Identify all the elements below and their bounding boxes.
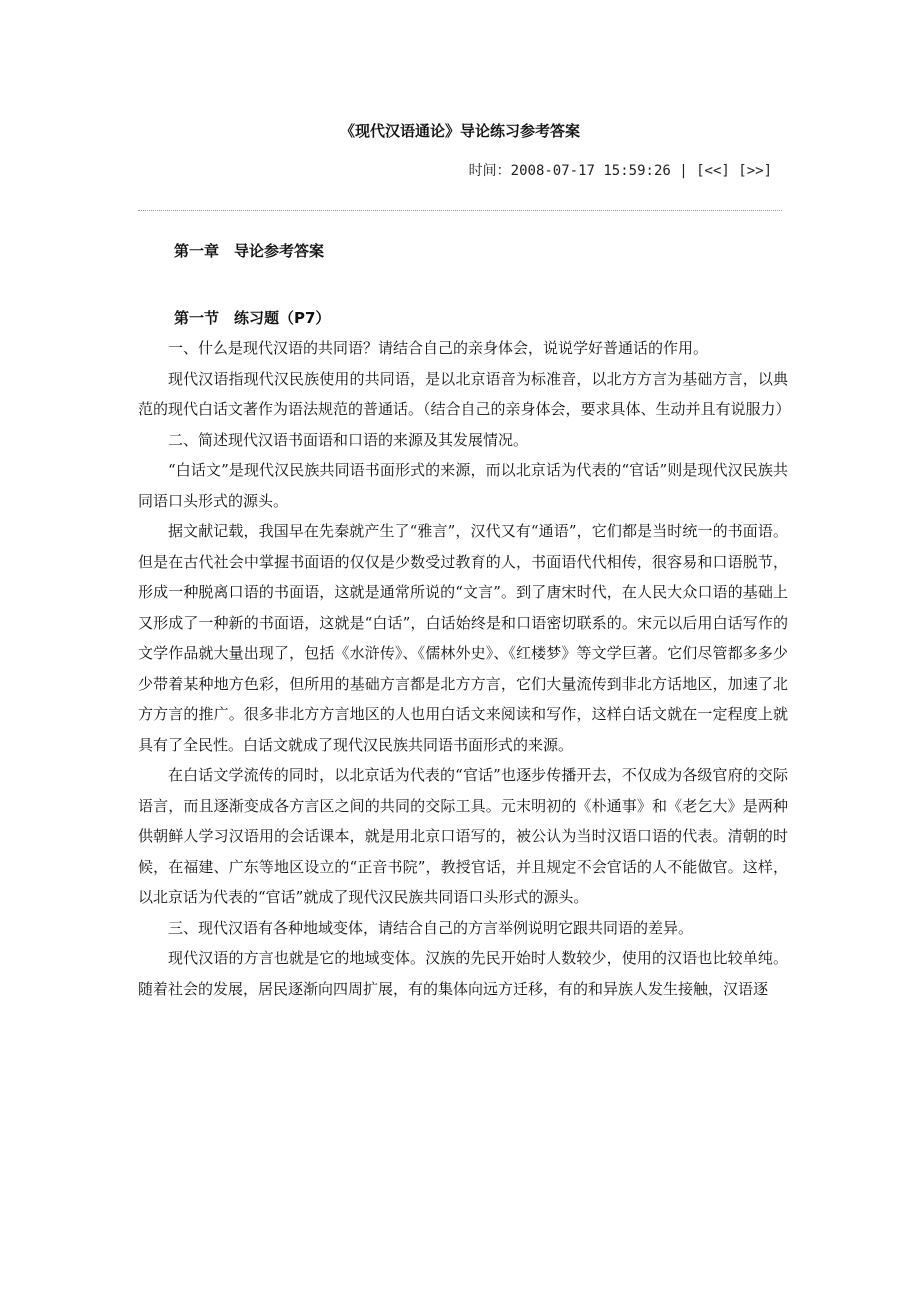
time-label: 时间： [468, 163, 511, 179]
answer-paragraph: 现代汉语的方言也就是它的地域变体。汉族的先民开始时人数较少，使用的汉语也比较单纯。随着社会的发展，居民逐渐向四周扩展，有的集体向远方迁移，有的和异族人发生接触，汉语逐 [138, 949, 788, 998]
question-2: 二、简述现代汉语书面语和口语的来源及其发展情况。 [168, 430, 529, 449]
question-3: 三、现代汉语有各种地域变体，请结合自己的方言举例说明它跟共同语的差异。 [168, 918, 694, 937]
prev-article-link[interactable]: [<<] [696, 163, 730, 179]
chapter-heading: 第一章 导论参考答案 [174, 242, 325, 260]
page-title: 《现代汉语通论》导论练习参考答案 [339, 122, 580, 140]
divider [138, 210, 782, 211]
question-1: 一、什么是现代汉语的共同语？请结合自己的亲身体会，说说学好普通话的作用。 [168, 339, 709, 357]
publish-time: 2008-07-17 15:59:26 [510, 163, 671, 179]
answer-paragraph: 在白话文学流传的同时，以北京话为代表的“官话”也逐步传播开去，不仅成为各级官府的交际语言，而且逐渐变成各方言区之间的共同的交际工具。元末明初的《朴通事》和《老乞大》是两种供朝鲜人学习汉语用的会话课本，就是用北京口语写的，被公认为当时汉语口语的代表。清朝的时候，在福建、广东等地区设立的“正音书院”，教授官话，并且规定不会官话的人不能做官。这样，以北京话为代表的“官话”就成了现代汉民族共同语口头形式的源头。 [138, 766, 788, 906]
answer-paragraph: “白话文”是现代汉民族共同语书面形式的来源，而以北京话为代表的“官话”则是现代汉民族共同语口头形式的源头。 [138, 461, 788, 510]
meta-separator: | [679, 163, 688, 179]
section-heading: 第一节 练习题（P7） [174, 308, 331, 327]
answer-paragraph: 据文献记载，我国早在先秦就产生了“雅言”，汉代又有“通语”，它们都是当时统一的书面语。但是在古代社会中掌握书面语的仅仅是少数受过教育的人，书面语代代相传，很容易和口语脱节，形成一种脱离口语的书面语，这就是通常所说的“文言”。到了唐宋时代，在人民大众口语的基础上又形成了一种新的书面语，这就是“白话”，白话始终是和口语密切联系的。宋元以后用白话写作的文学作品就大量出现了，包括《水浒传》、《儒林外史》、《红楼梦》等文学巨著。它们尽管都多多少少带着某种地方色彩，但所用的基础方言都是北方方言，它们大量流传到非北方话地区，加速了北方方言的推广。很多非北方方言地区的人也用白话文来阅读和写作，这样白话文就在一定程度上就具有了全民性。白话文就成了现代汉民族共同语书面形式的来源。 [138, 522, 788, 754]
article-body [138, 236, 791, 1004]
article-meta [469, 160, 772, 180]
answer-paragraph: 现代汉语指现代汉民族使用的共同语，是以北京语音为标准音，以北方方言为基础方言，以典范的现代白话文著作为语法规范的普通话。（结合自己的亲身体会，要求具体、生动并且有说服力） [138, 369, 791, 418]
next-article-link[interactable]: [>>] [738, 163, 772, 179]
